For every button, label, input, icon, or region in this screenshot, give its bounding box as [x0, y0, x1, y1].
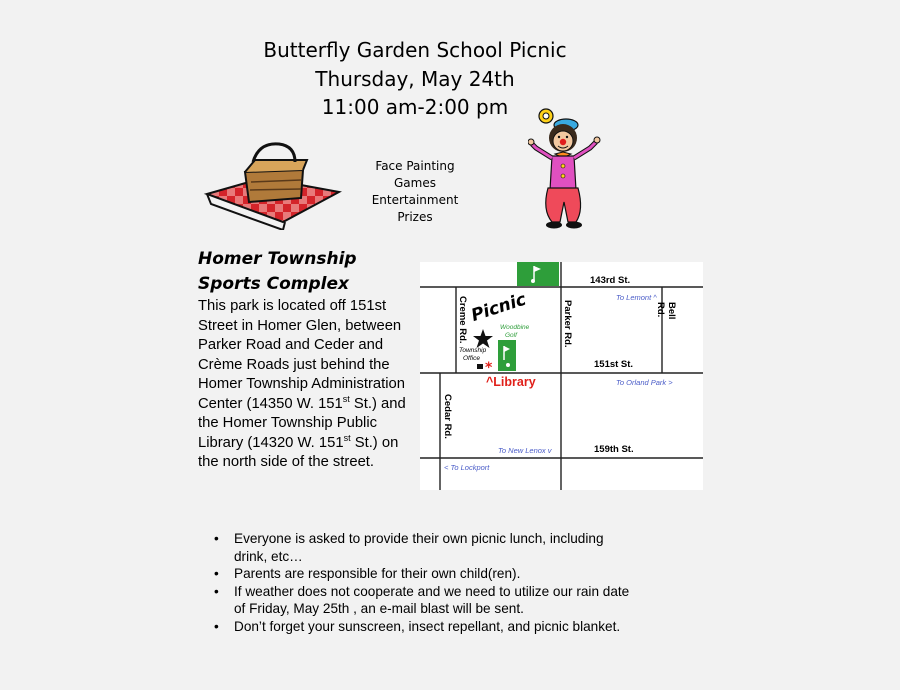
- picnic-basket-illustration: [203, 140, 343, 230]
- direction-label-newlenox: To New Lenox v: [498, 446, 552, 455]
- description-text-c: St.) on the north side of the street.: [198, 434, 399, 470]
- superscript: st: [343, 432, 351, 443]
- superscript: st: [342, 393, 350, 404]
- golf-label-line1: Woodbine: [500, 324, 530, 331]
- activity-item: Prizes: [397, 210, 433, 224]
- activity-item: Entertainment: [371, 193, 459, 207]
- directions-map: [420, 262, 703, 490]
- activities-list: [360, 158, 470, 226]
- direction-label-orland: To Orland Park >: [616, 378, 673, 387]
- direction-label-lockport: < To Lockport: [444, 463, 490, 472]
- road-label-151st: 151st St.: [594, 359, 634, 370]
- clown-illustration: [528, 106, 604, 230]
- direction-label-lemont: To Lemont ^: [616, 293, 657, 302]
- location-description: [198, 297, 420, 473]
- road-label-bell: Bell Rd.: [655, 302, 677, 320]
- note-item: • If weather does not cooperate and we need to utilize our rain date of Friday, May 25th , an e-mail blast will be sent.: [214, 583, 634, 618]
- event-time: 11:00 am-2:00 pm: [321, 95, 509, 119]
- township-office-label-line1: Township: [459, 347, 487, 354]
- road-label-cedar: Cedar Rd.: [442, 394, 453, 439]
- description-text-a: This park is located off 151st Street in Homer Glen, between Parker Road and Ceder and Crème Roads just behind the Homer Township Administration Center (14350 W. 151: [198, 298, 405, 412]
- road-label-159th: 159th St.: [594, 444, 634, 455]
- library-label: ^Library: [486, 375, 536, 389]
- location-heading-line1: Homer Township: [198, 249, 357, 269]
- event-title: Butterfly Garden School Picnic: [263, 38, 567, 62]
- description-text-b: St.) and the Homer Township Public Library (14320 W. 151: [198, 395, 406, 451]
- road-label-parker: Parker Rd.: [562, 300, 573, 348]
- svg-text:*: *: [485, 360, 493, 376]
- notes-list: [214, 530, 634, 635]
- golf-label-line2: Golf: [505, 332, 517, 339]
- road-label-creme: Creme Rd.: [457, 296, 468, 344]
- event-date: Thursday, May 24th: [315, 67, 515, 91]
- note-item: • Everyone is asked to provide their own picnic lunch, including drink, etc…: [214, 530, 634, 565]
- activity-item: Games: [394, 176, 436, 190]
- activity-item: Face Painting: [375, 159, 455, 173]
- picnic-location-label: Picnic: [468, 289, 529, 326]
- note-item: • Don’t forget your sunscreen, insect repellant, and picnic blanket.: [214, 618, 634, 636]
- note-item: • Parents are responsible for their own child(ren).: [214, 565, 634, 583]
- township-office-label-line2: Office: [463, 355, 480, 362]
- road-label-143rd: 143rd St.: [590, 275, 631, 286]
- location-heading-line2: Sports Complex: [198, 274, 349, 294]
